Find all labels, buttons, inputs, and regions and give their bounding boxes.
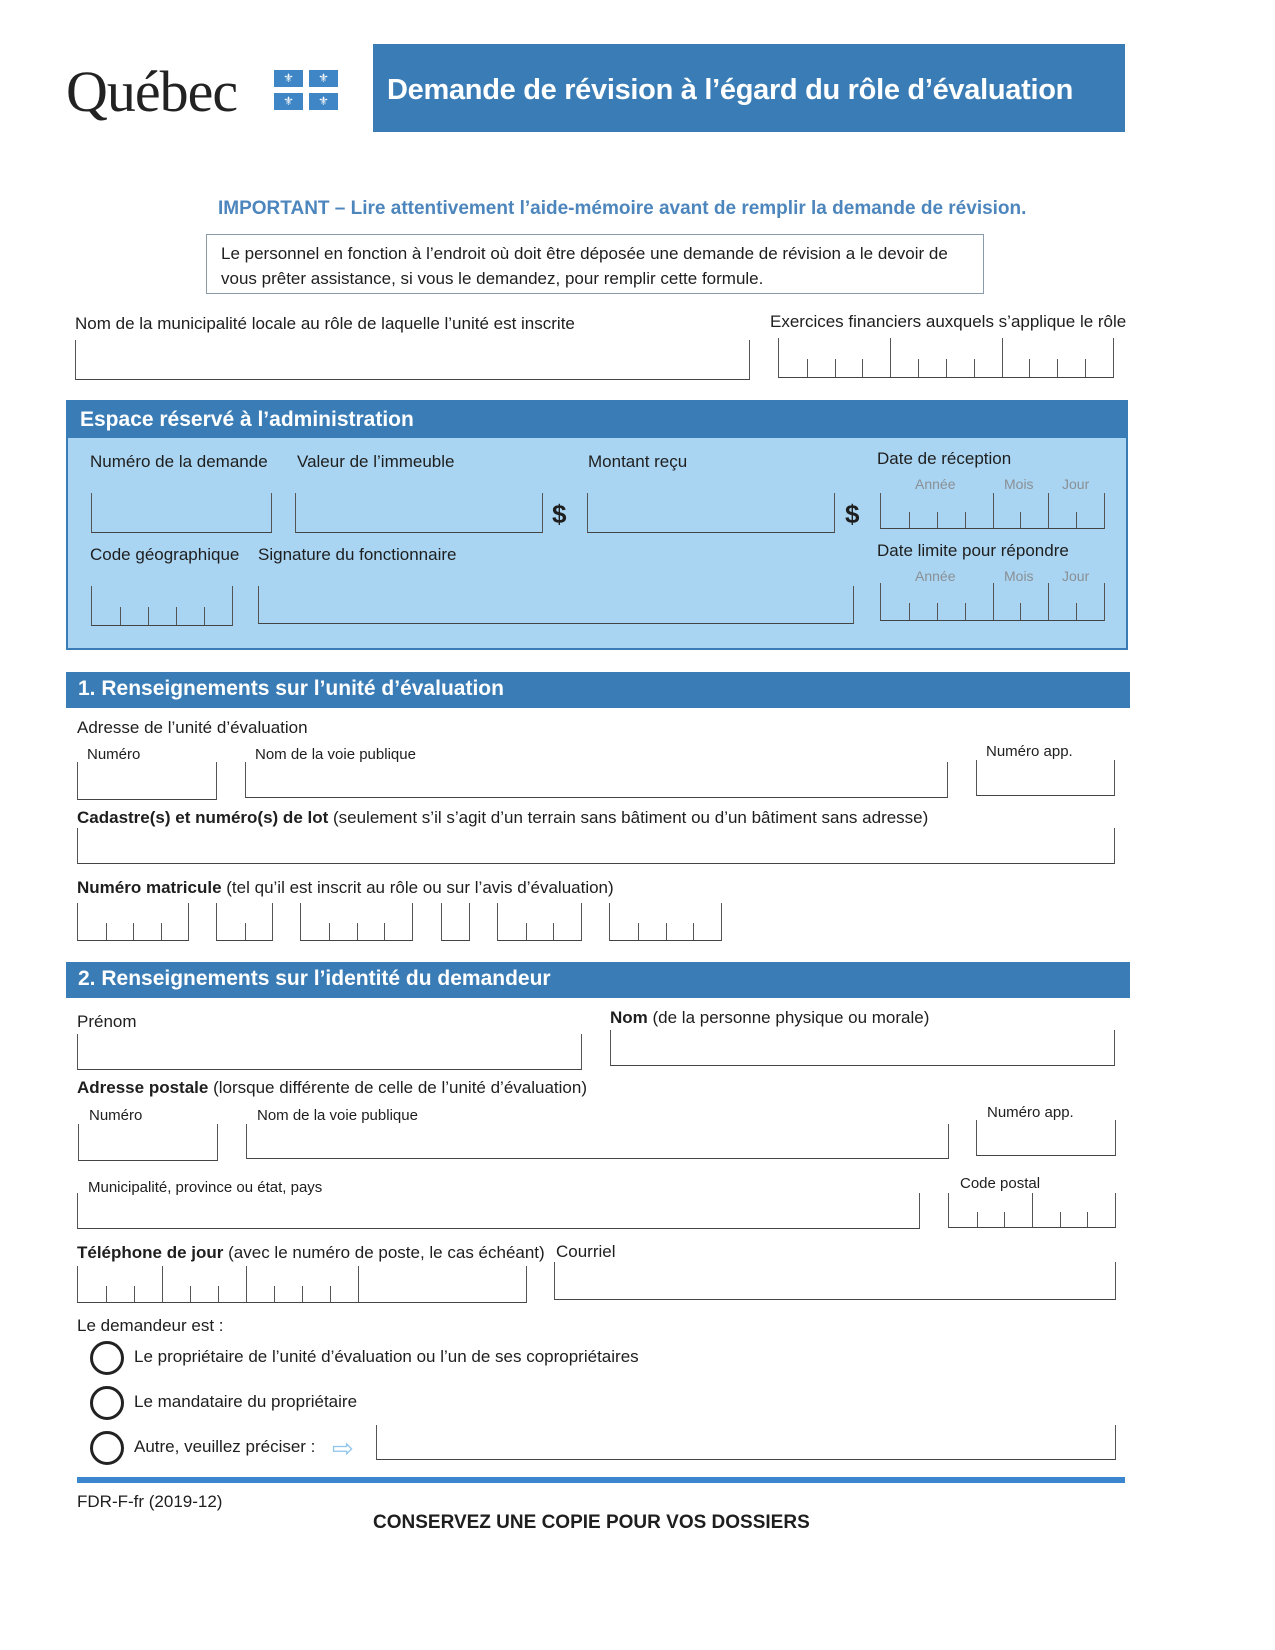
- reception-month-label: Mois: [1004, 476, 1034, 492]
- city-label: Municipalité, province ou état, pays: [88, 1179, 323, 1196]
- s1-number-input[interactable]: [77, 762, 217, 800]
- matricule-group-6[interactable]: [609, 903, 722, 941]
- deadline-date-input[interactable]: [880, 583, 1105, 621]
- matricule-group-1[interactable]: [77, 903, 189, 941]
- section2-title: 2. Renseignements sur l’identité du demandeur: [66, 962, 1130, 998]
- reception-date-input[interactable]: [880, 493, 1105, 529]
- fleur-de-lis-icon: ⚜: [309, 70, 338, 87]
- footer-divider: [77, 1477, 1125, 1483]
- s1-street-input[interactable]: [245, 762, 948, 798]
- assistance-notice-text: Le personnel en fonction à l’endroit où doit être déposée une demande de révision a le devoir de vous prêter assistance, si vous le demandez, pour remplir cette formule.: [221, 244, 948, 288]
- s2-street-input[interactable]: [246, 1124, 949, 1159]
- name-label-bold: Nom: [610, 1008, 648, 1027]
- matricule-label: [77, 878, 614, 898]
- cadastre-label: [77, 808, 928, 828]
- property-value-input[interactable]: [295, 493, 543, 533]
- request-number-input[interactable]: [91, 493, 272, 533]
- email-input[interactable]: [554, 1262, 1116, 1300]
- signature-label: Signature du fonctionnaire: [258, 545, 457, 564]
- s2-number-input[interactable]: [78, 1124, 218, 1161]
- s1-apt-input[interactable]: [976, 760, 1115, 796]
- signature-input[interactable]: [258, 586, 854, 624]
- s1-number-label: Numéro: [87, 746, 141, 763]
- reception-day-label: Jour: [1062, 476, 1090, 492]
- radio-mandatary[interactable]: [90, 1386, 124, 1420]
- name-label-note: (de la personne physique ou morale): [647, 1008, 930, 1027]
- quebec-logo-text: Québec: [66, 59, 238, 124]
- fiscal-years-label: Exercices financiers auxquels s’applique le rôle: [770, 312, 1127, 331]
- s1-street-label: Nom de la voie publique: [255, 746, 416, 763]
- matricule-group-4[interactable]: [441, 903, 470, 941]
- matricule-label-bold: Numéro matricule: [77, 878, 222, 897]
- section1-title: 1. Renseignements sur l’unité d’évaluation: [66, 672, 1130, 708]
- s2-apt-input[interactable]: [976, 1120, 1116, 1156]
- radio-other-label: Autre, veuillez préciser :: [134, 1437, 316, 1456]
- applicant-is-label: Le demandeur est :: [77, 1316, 224, 1335]
- s2-apt-label: Numéro app.: [987, 1104, 1074, 1121]
- form-title: Demande de révision à l’égard du rôle d’évaluation foncière: [373, 44, 1125, 132]
- deadline-day-label: Jour: [1062, 568, 1090, 584]
- email-label: Courriel: [556, 1242, 616, 1261]
- postal-address-label: [77, 1078, 587, 1098]
- cadastre-label-bold: Cadastre(s) et numéro(s) de lot: [77, 808, 329, 827]
- fiscal-years-input[interactable]: [778, 338, 1114, 378]
- admin-panel-title: Espace réservé à l’administration: [68, 402, 1126, 438]
- phone-label: [77, 1243, 545, 1263]
- municipality-label: Nom de la municipalité locale au rôle de laquelle l’unité est inscrite: [75, 314, 575, 333]
- last-name-input[interactable]: [610, 1030, 1115, 1066]
- phone-label-note: (avec le numéro de poste, le cas échéant): [223, 1243, 545, 1262]
- radio-mandatary-label: Le mandataire du propriétaire: [134, 1392, 358, 1411]
- s2-number-label: Numéro: [89, 1107, 143, 1124]
- city-input[interactable]: [77, 1193, 920, 1229]
- cadastre-label-note: (seulement s’il s’agit d’un terrain sans bâtiment ou d’un bâtiment sans adresse): [328, 808, 929, 827]
- keep-copy-notice: CONSERVEZ UNE COPIE POUR VOS DOSSIERS: [373, 1512, 810, 1533]
- quebec-flag-icon: [274, 70, 338, 110]
- deadline-year-label: Année: [915, 568, 956, 584]
- s2-street-label: Nom de la voie publique: [257, 1107, 418, 1124]
- matricule-group-2[interactable]: [216, 903, 273, 941]
- important-notice: IMPORTANT – Lire attentivement l’aide-mémoire avant de remplir la demande de révision.: [218, 198, 1027, 219]
- fleur-de-lis-icon: ⚜: [274, 93, 303, 110]
- reception-year-label: Année: [915, 476, 956, 492]
- reception-date-label: Date de réception: [877, 449, 1012, 468]
- postal-address-label-note: (lorsque différente de celle de l’unité d’évaluation): [208, 1078, 587, 1097]
- matricule-group-3[interactable]: [300, 903, 413, 941]
- first-name-label: Prénom: [77, 1012, 137, 1031]
- assistance-notice-box: [206, 234, 984, 294]
- municipality-input[interactable]: [75, 340, 750, 380]
- request-number-label: Numéro de la demande: [90, 452, 268, 471]
- dollar-sign: $: [552, 499, 567, 529]
- phone-input[interactable]: [77, 1266, 527, 1303]
- s1-address-label: Adresse de l’unité d’évaluation: [77, 718, 308, 737]
- dollar-sign: $: [845, 499, 860, 529]
- radio-owner[interactable]: [90, 1341, 124, 1375]
- radio-owner-label: Le propriétaire de l’unité d’évaluation ou l’un de ses copropriétaires: [134, 1347, 639, 1366]
- postal-address-label-bold: Adresse postale: [77, 1078, 209, 1097]
- matricule-label-note: (tel qu’il est inscrit au rôle ou sur l’avis d’évaluation): [221, 878, 614, 897]
- fleur-de-lis-icon: ⚜: [274, 70, 303, 87]
- amount-received-input[interactable]: [587, 493, 835, 533]
- cadastre-input[interactable]: [77, 828, 1115, 864]
- first-name-input[interactable]: [77, 1034, 582, 1070]
- matricule-group-5[interactable]: [497, 903, 582, 941]
- postal-code-input[interactable]: [948, 1193, 1116, 1228]
- other-specify-input[interactable]: [376, 1425, 1116, 1460]
- arrow-right-icon: ⇨: [332, 1433, 354, 1463]
- radio-other[interactable]: [90, 1431, 124, 1465]
- deadline-label: Date limite pour répondre: [877, 541, 1069, 560]
- phone-label-bold: Téléphone de jour: [77, 1243, 224, 1262]
- property-value-label: Valeur de l’immeuble: [297, 452, 455, 471]
- geo-code-label: Code géographique: [90, 545, 240, 564]
- name-label: [610, 1008, 929, 1028]
- form-code: FDR-F-fr (2019-12): [77, 1492, 223, 1511]
- fleur-de-lis-icon: ⚜: [309, 93, 338, 110]
- postal-code-label: Code postal: [960, 1175, 1041, 1192]
- amount-received-label: Montant reçu: [588, 452, 688, 471]
- geo-code-input[interactable]: [91, 586, 233, 626]
- deadline-month-label: Mois: [1004, 568, 1034, 584]
- s1-apt-label: Numéro app.: [986, 743, 1073, 760]
